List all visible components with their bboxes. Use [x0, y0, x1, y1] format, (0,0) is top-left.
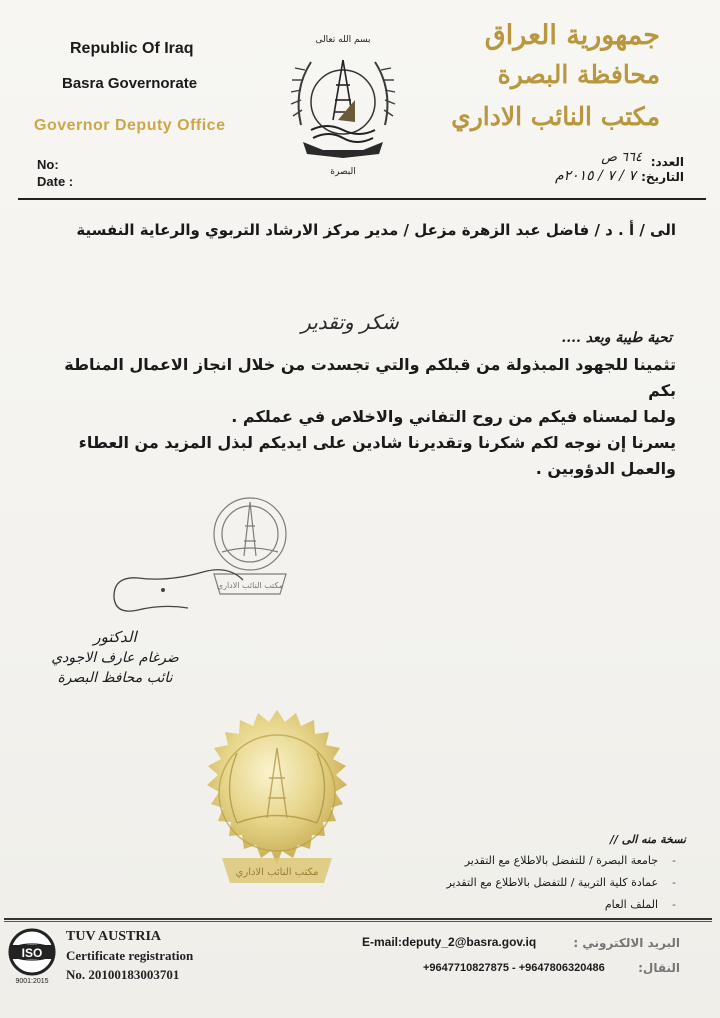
tuv-certificate-number: No. 20100183003701: [66, 967, 180, 982]
emblem-top-text: بسم الله تعالى: [315, 35, 371, 45]
cc-title: نسخة منه الى //: [609, 833, 686, 846]
header-divider: [18, 198, 706, 200]
en-governorate-title: Basra Governorate: [62, 75, 198, 92]
tuv-title: TUV AUSTRIA: [66, 929, 162, 944]
tuv-certificate-block: [66, 927, 193, 984]
signature-name: ضرغام عارف الاجودي: [51, 650, 179, 666]
signature-block: [30, 628, 200, 686]
footer-divider: [4, 918, 712, 920]
ink-stamp-text: مكتب النائب الاداري: [216, 581, 284, 590]
footer-divider-thin: [4, 921, 712, 922]
letter-body: [36, 352, 676, 482]
ar-republic-title: جمهورية العراق: [484, 20, 660, 51]
ar-office-title: مكتب النائب الاداري: [451, 102, 660, 131]
phone-numbers: +9647710827875 - +9647806320486: [423, 962, 605, 974]
basra-emblem-logo: [283, 30, 403, 180]
body-line: والعمل الدؤوبين .: [535, 459, 676, 478]
cc-list: [356, 850, 676, 916]
en-office-title: Governor Deputy Office: [34, 117, 226, 134]
ar-number-value: ٦٦٤ ص: [601, 150, 642, 165]
cc-item: -عمادة كلية التربية / للتفضل بالاطلاع مع التقدير: [446, 876, 676, 889]
ar-date-label: التاريخ:: [641, 170, 684, 184]
ar-governorate-title: محافظة البصرة: [497, 60, 660, 89]
body-line: يسرنا إن نوجه لكم شكرنا وتقديرنا شادين على ايديكم لبذل المزيد من العطاء: [78, 433, 676, 452]
body-line: تثمينا للجهود المبذولة من قبلكم والتي تجسدت من خلال انجاز الاعمال المناطة بكم: [64, 355, 676, 400]
iso-label: ISO: [21, 946, 43, 960]
greeting-line: تحية طيبة وبعد ....: [561, 330, 672, 346]
gold-seal-text: مكتب النائب الاداري: [235, 867, 319, 878]
cc-item: -الملف العام: [604, 898, 676, 911]
signature-title: الدكتور: [93, 628, 137, 646]
en-date-label: Date :: [37, 174, 74, 189]
letter-subject: شكر وتقدير: [301, 310, 399, 334]
body-line: ولما لمسناه فيكم من روح التفاني والاخلاص في عملكم .: [231, 407, 676, 426]
phone-label: النقال:: [638, 961, 680, 975]
tuv-certificate-label: Certificate registration: [66, 948, 194, 963]
ar-date-value: ٧ / ٧ / ٢٠١٥م: [554, 168, 636, 184]
en-republic-title: Republic Of Iraq: [70, 40, 194, 57]
addressee-line: الى / أ . د / فاضل عبد الزهرة مزعل / مدير مركز الارشاد التربوي والرعاية النفسية: [76, 221, 676, 239]
signature-position: نائب محافظ البصرة: [57, 670, 173, 686]
iso-sub-label: 9001:2015: [15, 978, 49, 985]
cc-item: -جامعة البصرة / للتفضل بالاطلاع مع التقدير: [464, 854, 676, 867]
gold-seal-icon: [182, 708, 372, 898]
email-address[interactable]: E-mail:deputy_2@basra.gov.iq: [362, 935, 537, 949]
emblem-bottom-text: البصرة: [330, 167, 356, 177]
handwritten-signature-icon: [108, 560, 248, 620]
email-label: البريد الالكتروني :: [573, 936, 680, 950]
iso-certification-logo: [4, 926, 60, 986]
ar-number-label: العدد:: [650, 155, 684, 169]
en-number-label: No:: [37, 157, 59, 172]
